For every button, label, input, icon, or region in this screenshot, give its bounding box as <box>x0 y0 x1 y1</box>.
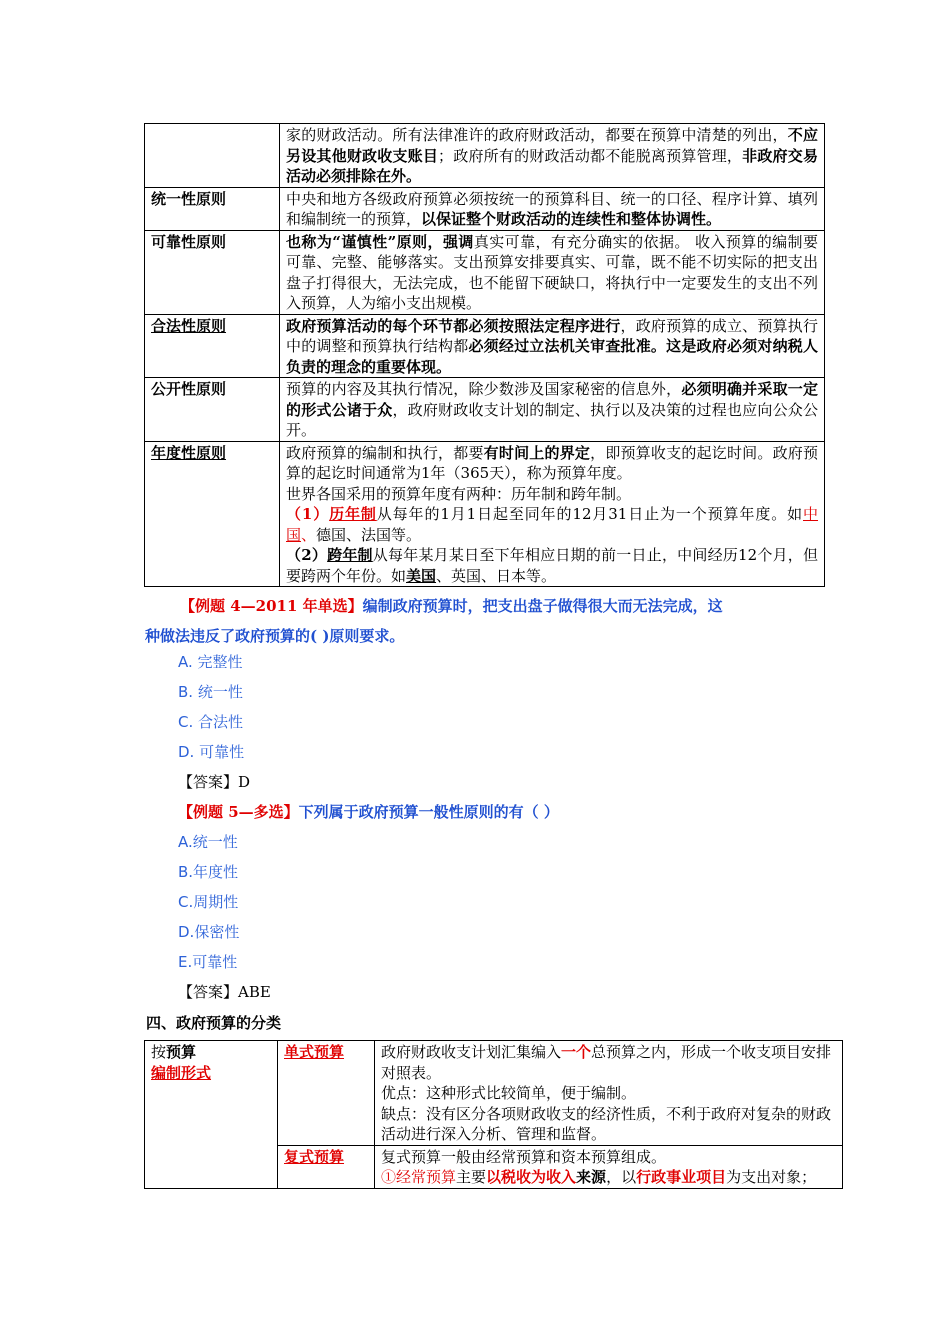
type-description <box>375 1041 843 1146</box>
option: D.保密性 <box>178 923 240 941</box>
text: 德国、法国等。 <box>316 525 422 544</box>
table-row <box>145 378 825 442</box>
text: ；政府所有的财政活动都不能脱离预算管理， <box>438 146 743 165</box>
option: A.统一性 <box>178 833 238 851</box>
text: 政府财政收支计划汇集编入 <box>381 1043 562 1061</box>
text: 为支出对象； <box>726 1168 817 1186</box>
fiscal-year-item <box>286 545 818 586</box>
table-row <box>145 124 825 188</box>
row-label: 可靠性原则 <box>145 230 280 314</box>
text: 、英国、日本等。 <box>436 566 557 585</box>
text-highlight: 一个 <box>561 1043 592 1061</box>
question-text: 编制政府预算时，把支出盘子做得很大而无法完成，这 <box>362 597 723 615</box>
text: ，政府财政收支计划的制定、执行以及决策的过程也应向公众公开。 <box>286 400 818 439</box>
text: 缺点：没有区分各项财政收支的经济性质，不利于政府对复杂的财政活动进行深入分析、管理和监督。 <box>381 1104 832 1143</box>
term-calendar-year: 历年制 <box>329 505 377 523</box>
text: ，以 <box>606 1168 637 1186</box>
term-china: 中国 <box>286 505 819 544</box>
example4-question-cont: 种做法违反了政府预算的( )原则要求。 <box>145 627 405 645</box>
text: ，即预算收支的起讫时间。政府预算的起讫时间通常为1年（365天），称为预算年度。 <box>286 443 818 482</box>
row-label: 年度性原则 <box>145 441 280 587</box>
text-highlight: ①经常预算 <box>381 1168 457 1186</box>
text-bold: 政府预算活动的每个环节都必须按照法定程序进行 <box>286 316 621 335</box>
text: 预算的内容及其执行情况，除少数涉及国家秘密的信息外， <box>286 380 682 398</box>
text: 真实可靠，有充分确实的依据。 收入预算的编制要可靠、完整、能够落实。支出预算安排要真实、可靠，既不能不切实际的把支出盘子打得很大，无法完成，也不能留下硬缺口，将执行中一定要发生的支出不列入预算，人为缩小支出规模。 <box>286 232 818 312</box>
row-description <box>280 187 825 230</box>
row-description <box>280 378 825 442</box>
term-fiscal-year: 跨年制 <box>327 546 373 564</box>
table-row <box>145 187 825 230</box>
table-row <box>145 230 825 314</box>
text-highlight: 以税收为收入 <box>486 1168 577 1186</box>
text: 优点：这种形式比较简单，便于编制。 <box>381 1084 637 1102</box>
answer: 【答案】ABE <box>178 983 271 1001</box>
table-row <box>145 314 825 378</box>
table-row <box>145 1041 843 1146</box>
budget-principles-table <box>144 123 825 587</box>
text-bold: 非政府交易活动必须排除在外。 <box>286 146 818 185</box>
text: 、 <box>301 525 317 544</box>
text: 政府预算的编制和执行，都要 <box>286 443 484 462</box>
option: C.周期性 <box>178 893 239 911</box>
text: ，政府预算的成立、预算执行中的调整和预算执行结构都 <box>286 316 818 355</box>
text: 主要 <box>456 1168 487 1186</box>
category-cell <box>145 1041 278 1189</box>
text-bold: 以保证整个财政活动的连续性和整体协调性。 <box>421 210 722 228</box>
option: E.可靠性 <box>178 953 238 971</box>
example-tag: 【例题 4—2011 年单选】 <box>180 597 363 615</box>
example4-question <box>180 591 840 621</box>
example-tag: 【例题 5—多选】 <box>178 803 299 821</box>
text-bold: 也称为“谨慎性”原则，强调 <box>286 232 474 251</box>
text: 总预算之内，形成一个收支项目安排对照表。 <box>381 1043 832 1082</box>
row-description <box>280 124 825 188</box>
recurrent-budget-line <box>381 1167 836 1188</box>
text-highlight: 行政事业项目 <box>636 1168 727 1186</box>
row-label <box>145 124 280 188</box>
question-text: 下列属于政府预算一般性原则的有（ ） <box>298 803 559 821</box>
option: A. 完整性 <box>178 653 243 671</box>
table-row <box>145 441 825 587</box>
text: 从每年某月某日至下年相应日期的前一日止，中间经历12个月，但要跨两个年份。如 <box>286 546 819 585</box>
text: 从每年的1月1日起至同年的12月31日止为一个预算年度。如 <box>376 505 803 523</box>
row-description <box>280 441 825 587</box>
type-label: 单式预算 <box>278 1041 375 1146</box>
option: C. 合法性 <box>178 713 244 731</box>
row-label: 统一性原则 <box>145 187 280 230</box>
budget-classification-table <box>144 1040 843 1189</box>
item-number: （2） <box>286 546 328 564</box>
item-number: （1） <box>286 505 330 523</box>
row-description <box>280 230 825 314</box>
term-usa: 美国 <box>406 566 437 585</box>
type-description <box>375 1145 843 1188</box>
row-label: 公开性原则 <box>145 378 280 442</box>
answer: 【答案】D <box>178 773 251 791</box>
text-bold: 来源 <box>576 1168 607 1186</box>
text: 家的财政活动。所有法律准许的政府财政活动，都要在预算中清楚的列出， <box>286 126 788 144</box>
text-bold: 有时间上的界定 <box>483 443 591 462</box>
row-description <box>280 314 825 378</box>
text: 中央和地方各级政府预算必须按统一的预算科目、统一的口径、程序计算、填列和编制统一的预算， <box>286 189 818 228</box>
row-label: 合法性原则 <box>145 314 280 378</box>
text: 按 <box>151 1043 167 1061</box>
text-bold: 必须明确并采取一定的形式公诸于众 <box>286 380 818 419</box>
text-bold: 必须经过立法机关审查批准。这是政府必须对纳税人负责的理念的重要体现。 <box>286 337 818 376</box>
text-highlight: 编制形式 <box>151 1063 212 1082</box>
example5-question <box>178 801 559 822</box>
calendar-year-item <box>286 504 818 545</box>
option: B. 统一性 <box>178 683 243 701</box>
text-bold: 预算 <box>166 1043 197 1061</box>
option: B.年度性 <box>178 863 239 881</box>
type-label: 复式预算 <box>278 1145 375 1188</box>
text: 复式预算一般由经常预算和资本预算组成。 <box>381 1147 667 1166</box>
option: D. 可靠性 <box>178 743 245 761</box>
text: 世界各国采用的预算年度有两种：历年制和跨年制。 <box>286 484 632 503</box>
section-heading: 四、政府预算的分类 <box>146 1014 282 1032</box>
text-bold: 不应另设其他财政收支账目 <box>286 126 818 165</box>
